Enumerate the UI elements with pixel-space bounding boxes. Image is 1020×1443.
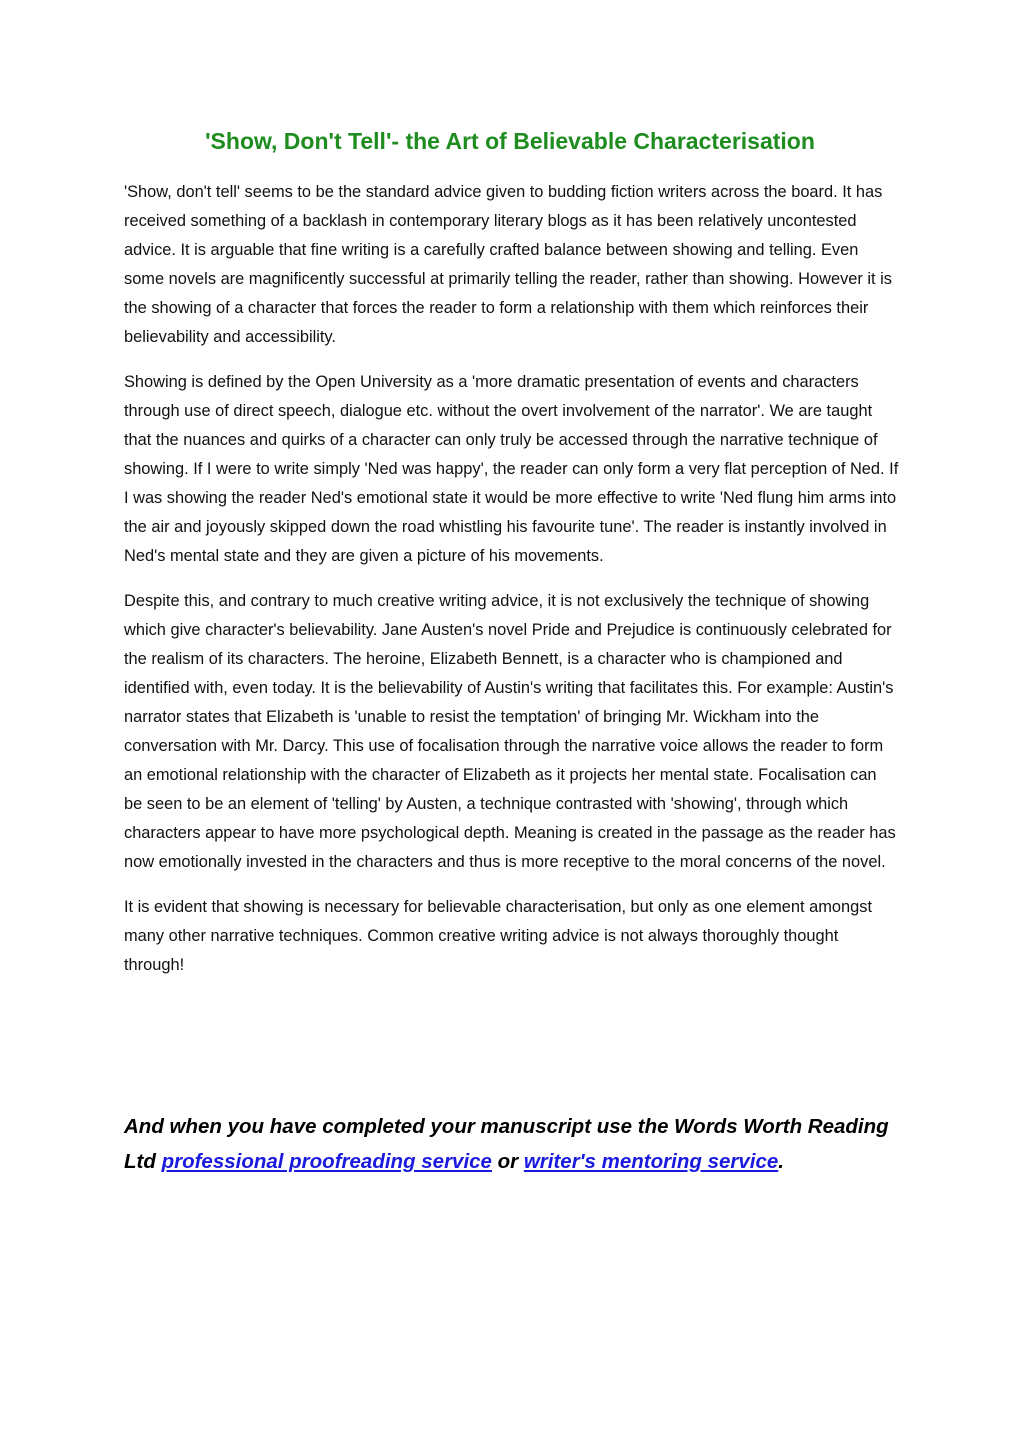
- page-title: 'Show, Don't Tell'- the Art of Believable Characterisation: [205, 128, 815, 154]
- call-to-action: [124, 1109, 899, 1179]
- paragraph-austen-example: Despite this, and contrary to much creative writing advice, it is not exclusively the technique of showing which give character's believability. Jane Austen's novel Pride and Prejudice is continuously celebrated for the realism of its characters. The heroine, Elizabeth Bennett, is a character who is championed and identified with, even today. It is the believability of Austin's writing that facilitates this. For example: Austin's narrator states that Elizabeth is 'unable to resist the temptation' of bringing Mr. Wickham into the conversation with Mr. Darcy. This use of focalisation through the narrative voice allows the reader to form an emotional relationship with the character of Elizabeth as it projects her mental state. Focalisation can be seen to be an element of 'telling' by Austen, a technique contrasted with 'showing', through which characters appear to have more psychological depth. Meaning is created in the passage as the reader has now emotionally invested in the characters and thus is more receptive to the moral concerns of the novel.: [124, 592, 896, 871]
- paragraph-intro: 'Show, don't tell' seems to be the standard advice given to budding fiction writers across the board. It has received something of a backlash in contemporary literary blogs as it has been relatively uncontested advice. It is arguable that fine writing is a carefully crafted balance between showing and telling. Even some novels are magnificently successful at primarily telling the reader, rather than showing. However it is the showing of a character that forces the reader to form a relationship with them which reinforces their believability and accessibility.: [124, 183, 892, 346]
- cta-end-text: .: [778, 1150, 784, 1173]
- mentoring-service-link[interactable]: writer's mentoring service: [523, 1150, 779, 1173]
- cta-middle-text: or: [491, 1150, 524, 1173]
- article-body: [124, 178, 899, 996]
- paragraph-showing-definition: Showing is defined by the Open University as a 'more dramatic presentation of events and characters through use of direct speech, dialogue etc. without the overt involvement of the narrator'. We are taught that the nuances and quirks of a character can only truly be accessed through the narrative technique of showing. If I were to write simply 'Ned was happy', the reader can only form a very flat perception of Ned. If I was showing the reader Ned's emotional state it would be more effective to write 'Ned flung him arms into the air and joyously skipped down the road whistling his favourite tune'. The reader is instantly involved in Ned's mental state and they are given a picture of his movements.: [124, 373, 899, 565]
- cta-lead-text: And when you have completed your manuscript use the Words Worth Reading Ltd: [124, 1115, 889, 1173]
- proofreading-service-link[interactable]: professional proofreading service: [161, 1150, 492, 1173]
- paragraph-conclusion: It is evident that showing is necessary for believable characterisation, but only as one element amongst many other narrative techniques. Common creative writing advice is not always thoroughly thought through!: [124, 898, 873, 974]
